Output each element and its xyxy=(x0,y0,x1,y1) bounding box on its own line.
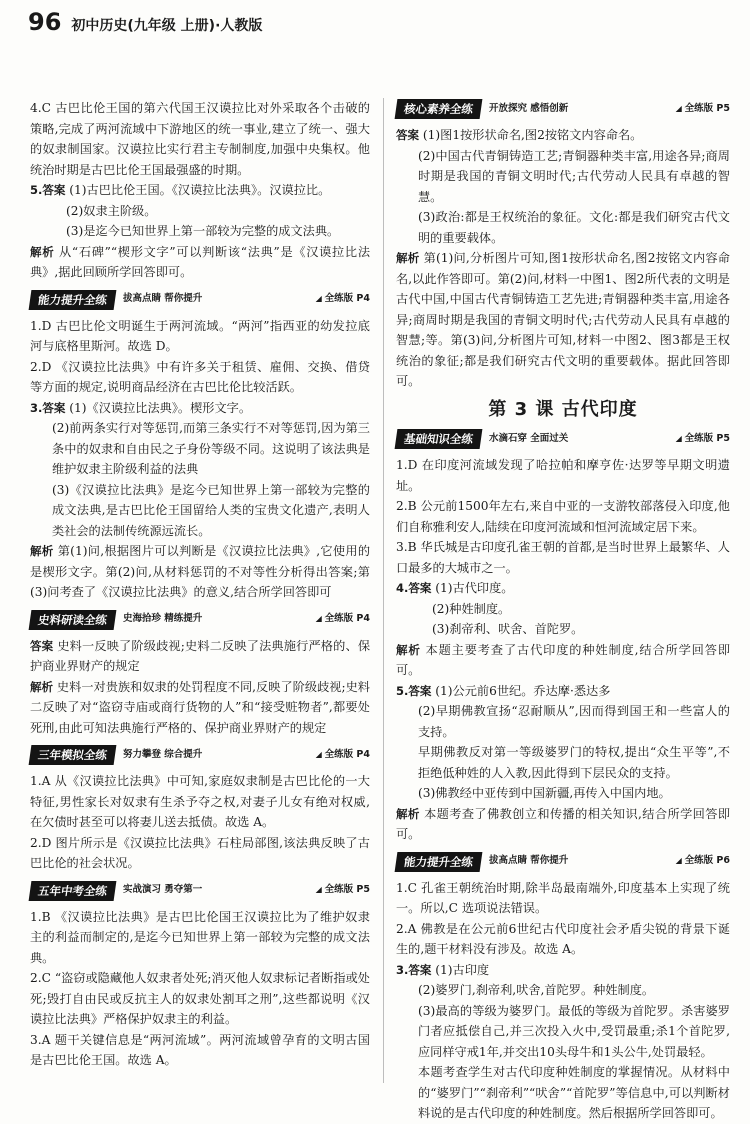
analysis-label: 解析 xyxy=(396,251,420,265)
answer-item: (3)刹帝利、吠舍、首陀罗。 xyxy=(432,622,584,636)
analysis-text: 本题考查了佛教创立和传播的相关知识,结合所学回答即可。 xyxy=(396,806,731,841)
answer-text: (1)公元前6世纪。乔达摩·悉达多 xyxy=(435,683,611,698)
answer-item xyxy=(30,398,370,419)
section-ref: ◢ 全练版 P4 xyxy=(316,609,370,630)
analysis-text: 史料一对贵族和奴隶的处罚程度不同,反映了阶级歧视;史料二反映了对“盗窃寺庙或商行货物的人”和“接受赃物者”,都要处死刑,由此可知法典施行严格的、保护商业界财产的规定 xyxy=(30,679,370,735)
section-bar-ability xyxy=(396,851,730,873)
answer-item: (2)中国古代青铜铸造工艺;青铜器种类丰富,用途各异;商周时期是我国的青铜文明时代;古代劳动人民具有卓越的智慧。 xyxy=(418,148,730,204)
section-tag: 史料研读全练 xyxy=(29,610,117,630)
section-subtitle: 拔高点睛 帮你提升 xyxy=(489,855,569,867)
answer-item: (2)早期佛教宣扬“忍耐顺从”,因而得到国王和一些富人的支持。 xyxy=(418,704,730,739)
analysis-label: 解析 xyxy=(396,642,421,657)
answer-label: 3.答案 xyxy=(396,962,432,977)
section-ref: ◢ 全练版 P4 xyxy=(316,745,370,766)
section-bar-basic xyxy=(396,428,730,450)
answer-item: (2)婆罗门,刹帝利,吠舍,首陀罗。种姓制度。 xyxy=(418,983,655,997)
page-header xyxy=(28,8,262,38)
analysis-item xyxy=(396,248,730,392)
analysis-item xyxy=(30,677,370,739)
answer-item: (2)种姓制度。 xyxy=(432,601,511,616)
answer-text: (1)古印度 xyxy=(435,962,490,977)
section-ref: ◢ 全练版 P4 xyxy=(316,289,370,310)
answer-item: (3)政治:都是王权统治的象征。文化:都是我们研究古代文明的重要载体。 xyxy=(418,210,730,245)
answer-item: (3)佛教经中亚传到中国新疆,再传入中国内地。 xyxy=(418,786,671,800)
section-bar-exam xyxy=(30,880,370,902)
answer-label: 答案 xyxy=(396,128,419,142)
analysis-item: 本题考查学生对古代印度种姓制度的掌握情况。从材料中的“婆罗门”“刹帝利”“吠舍”“首陀罗”等信息中,可以判断材料说的是古代印度的种姓制度。然后根据所学回答即可。 xyxy=(418,1065,730,1120)
section-subtitle: 拔高点睛 帮你提升 xyxy=(123,293,203,305)
answer-item: 2.B 公元前1500年左右,来自中亚的一支游牧部落侵入印度,他们自称雅利安人,陆续在印度河流域和恒河流域定居下来。 xyxy=(396,499,730,534)
section-tag: 核心素养全练 xyxy=(395,99,483,119)
analysis-text: 本题主要考查了古代印度的种姓制度,结合所学回答即可。 xyxy=(396,642,731,677)
analysis-item xyxy=(396,640,730,681)
section-subtitle: 努力攀登 综合提升 xyxy=(123,748,203,760)
lesson-title: 第 3 课 古代印度 xyxy=(488,398,638,420)
answer-item: 3.A 题干关键信息是“两河流域”。两河流域曾孕育的文明古国是古巴比伦王国。故选 A。 xyxy=(30,1032,370,1067)
answer-item: (3)是迄今已知世界上第一部较为完整的成文法典。 xyxy=(66,224,340,238)
section-bar-core xyxy=(396,98,730,120)
analysis-label: 解析 xyxy=(396,806,420,821)
section-tag: 三年模拟全练 xyxy=(29,745,117,765)
analysis-label: 解析 xyxy=(30,244,55,259)
answer-label: 4.答案 xyxy=(396,581,432,595)
answer-item: 3.B 华氏城是古印度孔雀王朝的首都,是当时世界上最繁华、人口最多的大城市之一。 xyxy=(396,540,730,575)
answer-item: 1.B 《汉谟拉比法典》是古巴比伦国王汉谟拉比为了维护奴隶主的利益而制定的,是迄今已知世界上第一部较为完整的成文法典。 xyxy=(30,909,370,965)
section-subtitle: 水滴石穿 全面过关 xyxy=(489,432,569,444)
section-ref: ◢ 全练版 P5 xyxy=(676,99,730,120)
section-tag: 能力提升全练 xyxy=(395,852,483,872)
section-bar-mock xyxy=(30,744,370,766)
answer-item: (3)《汉谟拉比法典》是迄今已知世界上第一部较为完整的成文法典,是古巴比伦王国留给人类的宝贵文化遗产,表明人类社会的法制传统源远流长。 xyxy=(52,482,370,538)
answer-item: 1.A 从《汉谟拉比法典》中可知,家庭奴隶制是古巴比伦的一大特征,男性家长对奴隶有生杀予夺之权,对妻子儿女有绝对权威,在欠债时甚至可以将妻儿送去抵债。故选 A。 xyxy=(30,774,370,829)
answer-label: 答案 xyxy=(30,638,54,653)
answer-item: 1.D 古巴比伦文明诞生于两河流域。“两河”指西亚的幼发拉底河与底格里斯河。故选 D。 xyxy=(30,318,370,353)
section-subtitle: 实战演习 勇夺第一 xyxy=(123,884,203,896)
book-title: 初中历史(九年级 上册)·人教版 xyxy=(71,18,263,34)
answer-item: 2.D 图片所示是《汉谟拉比法典》石柱局部图,该法典反映了古巴比伦的社会状况。 xyxy=(30,835,370,870)
answer-text: (1)《汉谟拉比法典》。楔形文字。 xyxy=(69,400,252,415)
answer-label: 3.答案 xyxy=(30,400,66,415)
section-subtitle: 史海拾珍 精练提升 xyxy=(123,613,203,625)
answer-item xyxy=(30,180,370,201)
answer-item: 2.D 《汉谟拉比法典》中有许多关于租赁、雇佣、交换、借贷等方面的规定,说明商品经济在古巴比伦比较活跃。 xyxy=(30,359,370,394)
answer-item: 4.C 古巴比伦王国的第六代国王汉谟拉比对外采取各个击破的策略,完成了两河流域中下游地区的统一事业,建立了统一、强大的奴隶制国家。汉谟拉比实行君主专制制度,加强中央集权。他统治时期是古巴比伦王国最强盛的时期。 xyxy=(30,101,370,177)
analysis-text: 从“石碑”“楔形文字”可以判断该“法典”是《汉谟拉比法典》,据此回顾所学回答即可。 xyxy=(30,244,371,279)
answer-item: 早期佛教反对第一等级婆罗门的特权,提出“众生平等”,不拒绝低种姓的人入教,因此得到下层民众的支持。 xyxy=(418,745,730,780)
section-tag: 能力提升全练 xyxy=(29,290,117,310)
answer-item xyxy=(396,681,730,702)
section-tag: 五年中考全练 xyxy=(29,881,117,901)
answer-item: (2)奴隶主阶级。 xyxy=(66,203,157,218)
answer-label: 5.答案 xyxy=(30,183,66,197)
answer-item xyxy=(396,578,730,599)
left-column xyxy=(30,98,370,1071)
answer-item: (2)前两条实行对等惩罚,而第三条实行不对等惩罚,因为第三条中的奴隶和自由民之子身份等级不同。这说明了该法典是维护奴隶主阶级利益的法典 xyxy=(52,421,370,476)
answer-text: (1)古代印度。 xyxy=(435,581,514,595)
analysis-label: 解析 xyxy=(30,544,54,558)
analysis-text: 第(1)问,分析图片可知,图1按形状命名,图2按铭文内容命名,以此作答即可。第(2)问,材料一中图1、图2所代表的文明是古代中国,中国古代青铜铸造工艺先进;青铜器种类丰富,用途各异;商周时期是我国的青铜文明时代;古代劳动人民具有卓越的智慧;等。第(3)问,分析图片可知,材料一中图2、图3都是王权统治的象征;都是我们研究古代文明的重要载体。据此回答即可。 xyxy=(396,251,730,388)
analysis-text: 第(1)问,根据图片可以判断是《汉谟拉比法典》,它使用的是楔形文字。第(2)问,从材料惩罚的不对等性分析得出答案;第(3)问考查了《汉谟拉比法典》的意义,结合所学回答即可 xyxy=(30,544,371,599)
analysis-item xyxy=(30,242,370,283)
answer-item xyxy=(396,125,730,146)
section-bar-sources xyxy=(30,609,370,631)
analysis-item xyxy=(396,804,730,845)
answer-item: 1.C 孔雀王朝统治时期,除半岛最南端外,印度基本上实现了统一。所以,C 选项说法错误。 xyxy=(396,880,730,915)
answer-item: 1.D 在印度河流域发现了哈拉帕和摩亨佐·达罗等早期文明遗址。 xyxy=(396,458,730,493)
answer-text: 史料一反映了阶级歧视;史料二反映了法典施行严格的、保护商业界财产的规定 xyxy=(30,638,371,673)
right-column xyxy=(396,98,730,1124)
answer-item xyxy=(30,636,370,677)
analysis-label: 解析 xyxy=(30,679,54,694)
answer-text: (1)图1按形状命名,图2按铭文内容命名。 xyxy=(422,128,643,142)
section-tag: 基础知识全练 xyxy=(395,429,483,449)
answer-item: 2.A 佛教是在公元前6世纪古代印度社会矛盾尖锐的背景下诞生的,题干材料没有涉及。故选 A。 xyxy=(396,921,730,956)
section-ref: ◢ 全练版 P5 xyxy=(316,880,370,901)
answer-item xyxy=(396,960,730,981)
answer-label: 5.答案 xyxy=(396,683,432,698)
answer-text: (1)古巴比伦王国。《汉谟拉比法典》。汉谟拉比。 xyxy=(69,183,331,197)
column-divider xyxy=(383,98,384,1083)
answer-item: 2.C “盗窃或隐藏他人奴隶者处死;消灭他人奴隶标记者断指或处死;毁打自由民或反抗主人的奴隶处割耳之刑”,这些都说明《汉谟拉比法典》严格保护奴隶主的利益。 xyxy=(30,971,370,1026)
section-subtitle: 开放探究 感悟创新 xyxy=(489,102,569,114)
section-ref: ◢ 全练版 P6 xyxy=(676,851,730,872)
answer-item: (3)最高的等级为婆罗门。最低的等级为首陀罗。杀害婆罗门者应抵偿自己,并三次投入火中,受罚最重;杀1个首陀罗,应同样守戒1年,并交出10头母牛和1头公牛,处罚最轻。 xyxy=(418,1003,730,1059)
section-ref: ◢ 全练版 P5 xyxy=(676,429,730,450)
analysis-item xyxy=(30,541,370,603)
section-bar-ability xyxy=(30,289,370,311)
page-number: 96 xyxy=(28,8,62,36)
